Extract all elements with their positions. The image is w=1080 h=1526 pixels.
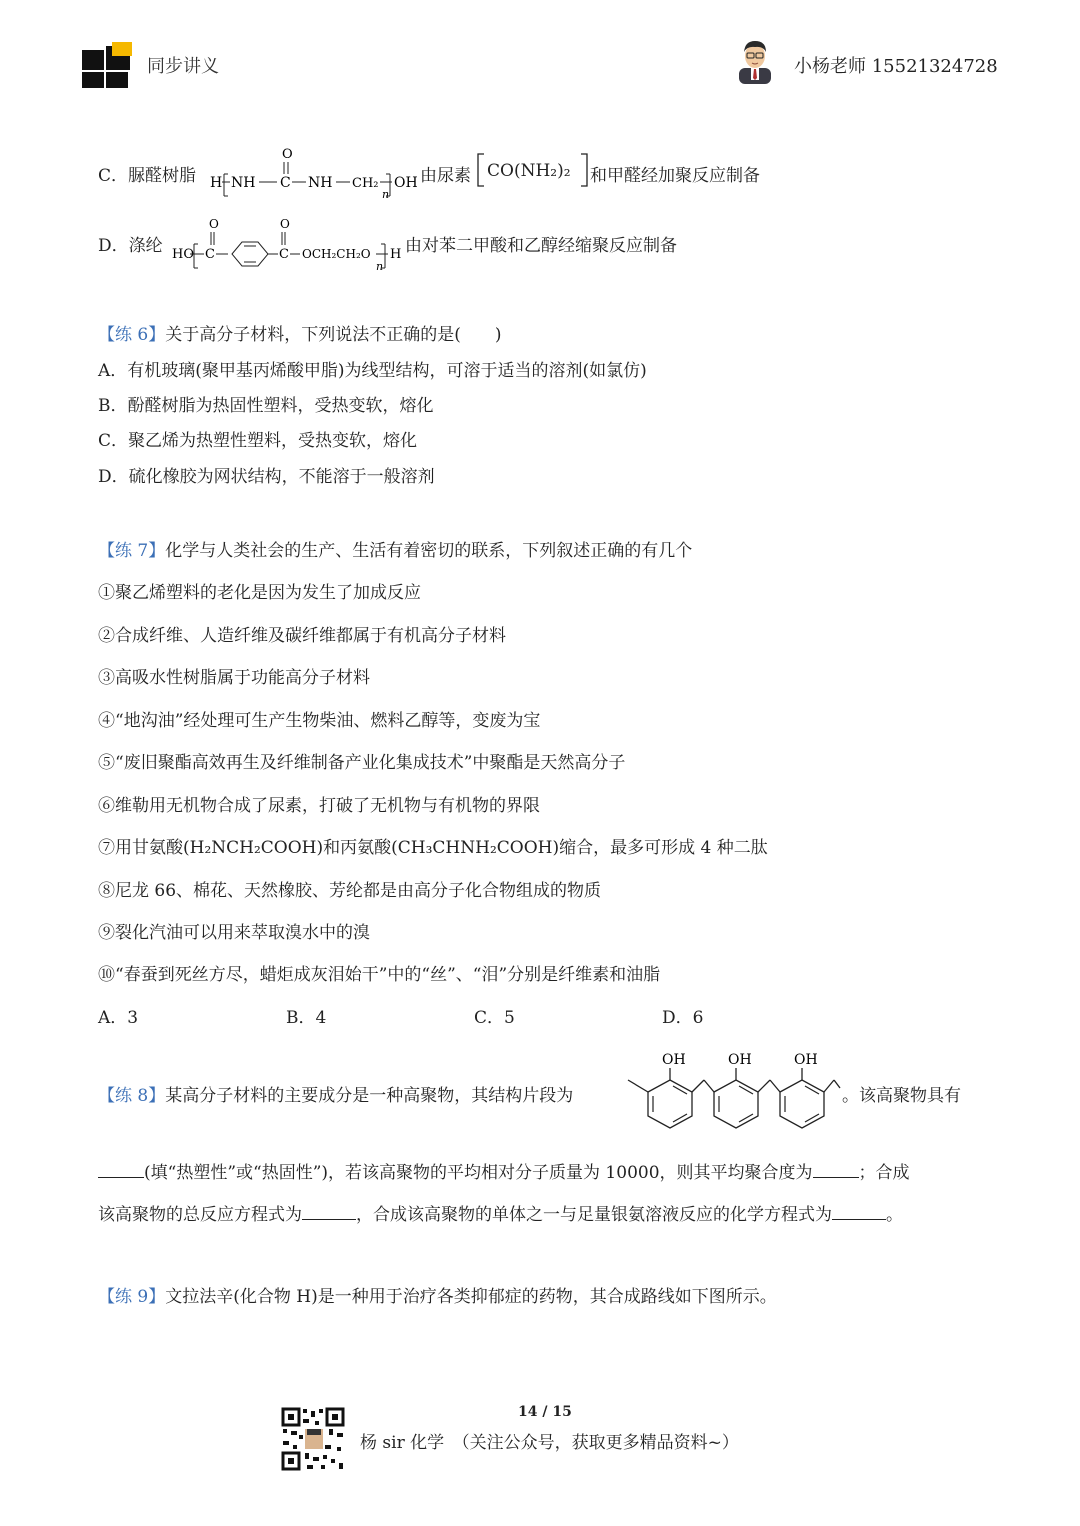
svg-text:NH: NH — [308, 175, 333, 191]
svg-text:n: n — [382, 188, 390, 198]
question-9-stem: 【练 9】文拉法辛(化合物 H)是一种用于治疗各类抑郁症的药物，其合成路线如下图所示。 — [98, 1287, 777, 1307]
q8-line-2: (填“热塑性”或“热固性”)，若该高聚物的平均相对分子质量为 10000，则其平均聚合度为 ；合成 — [98, 1158, 910, 1183]
question-8-stem: 【练 8】某高分子材料的主要成分是一种高聚物，其结构片段为 — [98, 1086, 574, 1106]
item-c-text-2: 和甲醛经加聚反应制备 — [590, 166, 760, 186]
q6-option-a: A．有机玻璃(聚甲基丙烯酸甲脂)为线型结构，可溶于适当的溶剂(如氯仿) — [98, 361, 647, 381]
svg-text:H: H — [390, 247, 402, 262]
teacher-avatar — [733, 38, 777, 84]
q7-statement-2: ②合成纤维、人造纤维及碳纤维都属于有机高分子材料 — [98, 626, 506, 646]
answer-blank-3[interactable] — [302, 1205, 356, 1220]
q7-statement-9: ⑨裂化汽油可以用来萃取溴水中的溴 — [98, 923, 370, 943]
item-c-label: C．脲醛树脂 — [98, 166, 197, 186]
q7-statement-4: ④“地沟油”经处理可生产生物柴油、燃料乙醇等，变废为宝 — [98, 711, 541, 731]
svg-text:OH: OH — [728, 1052, 752, 1068]
q7-statement-1: ①聚乙烯塑料的老化是因为发生了加成反应 — [98, 583, 421, 603]
question-9-tag: 【练 9】 — [98, 1287, 166, 1307]
urea-formula: CO(NH₂)₂ — [487, 161, 571, 181]
question-6-tag: 【练 6】 — [98, 325, 166, 345]
svg-text:O: O — [209, 217, 219, 231]
teacher-contact: 小杨老师 15521324728 — [794, 56, 998, 77]
phenolic-resin-structure — [626, 1046, 842, 1134]
svg-text:HO: HO — [172, 247, 194, 262]
svg-text:OCH₂CH₂O: OCH₂CH₂O — [302, 247, 371, 261]
answer-blank-4[interactable] — [832, 1205, 886, 1220]
svg-text:NH: NH — [231, 175, 256, 191]
qr-code-icon — [281, 1407, 345, 1471]
q6-option-d: D．硫化橡胶为网状结构，不能溶于一般溶剂 — [98, 467, 435, 487]
q6-option-c: C．聚乙烯为热塑性塑料，受热变软，熔化 — [98, 431, 418, 451]
item-d-text: 由对苯二甲酸和乙醇经缩聚反应制备 — [405, 236, 677, 256]
svg-text:OH: OH — [662, 1052, 686, 1068]
svg-text:OH: OH — [794, 1052, 818, 1068]
question-7-stem: 【练 7】化学与人类社会的生产、生活有着密切的联系，下列叙述正确的有几个 — [98, 541, 693, 561]
q8-stem-after: 。该高聚物具有 — [842, 1086, 961, 1106]
q7-statement-7: ⑦用甘氨酸(H₂NCH₂COOH)和丙氨酸(CH₃CHNH₂COOH)缩合，最多可形成 4 种二肽 — [98, 838, 768, 858]
item-c-text-1: 由尿素 — [420, 166, 471, 186]
q7-statement-8: ⑧尼龙 66、棉花、天然橡胶、芳纶都是由高分子化合物组成的物质 — [98, 881, 602, 901]
q7-option-a: A．3 — [98, 1008, 139, 1028]
polyester-formula — [170, 214, 406, 270]
question-8-tag: 【练 8】 — [98, 1086, 166, 1106]
header-title: 同步讲义 — [147, 56, 219, 77]
answer-blank-1[interactable] — [98, 1163, 144, 1178]
q8-line-3: 该高聚物的总反应方程式为 ，合成该高聚物的单体之一与足量银氨溶液反应的化学方程式为 。 — [98, 1205, 903, 1225]
footer-text: 杨 sir 化学 （关注公众号，获取更多精品资料~） — [360, 1433, 739, 1453]
svg-text:CH₂: CH₂ — [352, 176, 379, 191]
q7-statement-5: ⑤“废旧聚酯高效再生及纤维制备产业化集成技术”中聚酯是天然高分子 — [98, 753, 626, 773]
q7-option-c: C．5 — [474, 1008, 515, 1028]
item-d-label: D．涤纶 — [98, 236, 163, 256]
question-7-tag: 【练 7】 — [98, 541, 166, 561]
urea-resin-formula — [208, 144, 418, 198]
svg-text:n: n — [376, 260, 384, 270]
answer-blank-2[interactable] — [813, 1163, 859, 1178]
svg-text:C: C — [279, 247, 289, 262]
bracket-right — [577, 152, 591, 188]
q6-option-b: B．酚醛树脂为热固性塑料，受热变软，熔化 — [98, 396, 434, 416]
q7-statement-6: ⑥维勒用无机物合成了尿素，打破了无机物与有机物的界限 — [98, 796, 540, 816]
svg-text:O: O — [280, 217, 290, 231]
question-6-stem: 【练 6】关于高分子材料，下列说法不正确的是( ) — [98, 325, 502, 345]
svg-text:C: C — [205, 247, 215, 262]
q7-statement-10: ⑩“春蚕到死丝方尽，蜡炬成灰泪始干”中的“丝”、“泪”分别是纤维素和油脂 — [98, 965, 661, 985]
q7-option-d: D．6 — [662, 1008, 704, 1028]
q7-option-b: B．4 — [286, 1008, 327, 1028]
bracket-left — [474, 152, 488, 188]
q7-statement-3: ③高吸水性树脂属于功能高分子材料 — [98, 668, 370, 688]
svg-text:C: C — [280, 175, 291, 191]
svg-text:OH: OH — [394, 175, 418, 191]
svg-text:O: O — [282, 147, 293, 162]
page-number: 14 / 15 — [518, 1404, 572, 1420]
svg-text:H: H — [210, 175, 223, 191]
